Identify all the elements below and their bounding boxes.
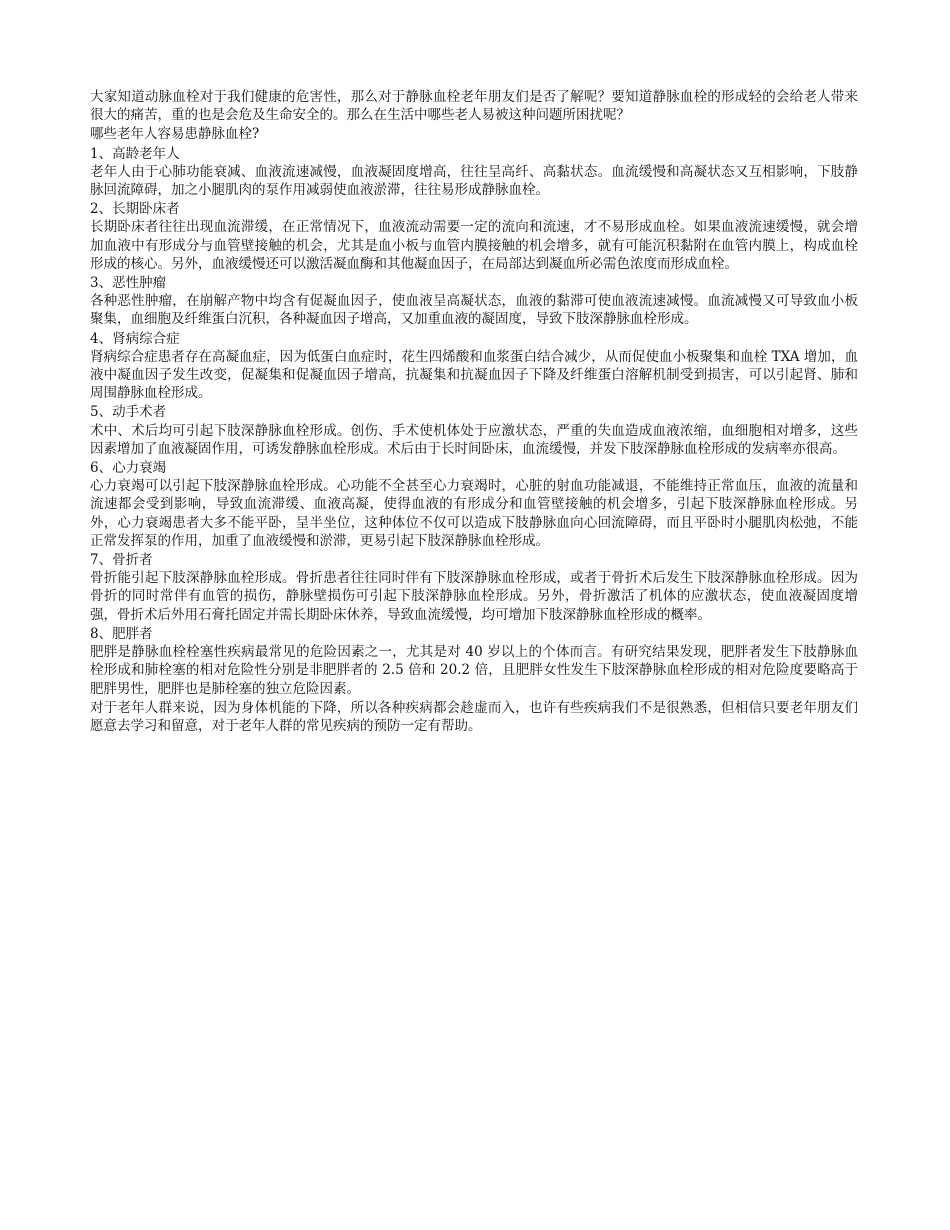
question-line: 哪些老年人容易患静脉血栓? (90, 126, 260, 143)
section-body: 肥胖是静脉血栓栓塞性疾病最常见的危险因素之一，尤其是对 40 岁以上的个体而言。有研究结果发现，肥胖者发生下肢静脉血栓形成和肺栓塞的相对危险性分别是非肥胖者的 2.5 倍和 20.2 倍，且肥胖女性发生下肢深静脉血栓形成的相对危险度要略高于肥胖男性，肥胖也是肺栓塞的独立危险因素。 (90, 644, 858, 697)
section-heading: 5、动手术者 (90, 404, 167, 421)
intro-paragraph: 大家知道动脉血栓对于我们健康的危害性，那么对于静脉血栓老年朋友们是否了解呢？要知道静脉血栓的形成轻的会给老人带来很大的痛苦，重的也是会危及生命安全的。那么在生活中哪些老人易被这种问题所困扰呢？ (90, 89, 858, 124)
section-body: 肾病综合症患者存在高凝血症，因为低蛋白血症时，花生四烯酸和血浆蛋白结合减少，从而促使血小板聚集和血栓 TXA 增加，血液中凝血因子发生改变，促凝集和促凝血因子增高，抗凝集和抗凝血因子下降及纤维蛋白溶解机制受到损害，可以引起肾、肺和周围静脉血栓形成。 (90, 348, 858, 402)
section-heading: 1、高龄老年人 (90, 145, 180, 162)
section-heading: 6、心力衰竭 (90, 460, 167, 477)
section-heading: 2、长期卧床者 (90, 201, 180, 218)
section-heading: 7、骨折者 (90, 552, 153, 569)
conclusion-paragraph: 对于老年人群来说，因为身体机能的下降，所以各种疾病都会趁虚而入，也许有些疾病我们不是很熟悉，但相信只要老年朋友们愿意去学习和留意，对于老年人群的常见疾病的预防一定有帮助。 (90, 699, 858, 734)
section-body: 骨折能引起下肢深静脉血栓形成。骨折患者往往同时伴有下肢深静脉血栓形成，或者于骨折术后发生下肢深静脉血栓形成。因为骨折的同时常伴有血管的损伤，静脉壁损伤可引起下肢深静脉血栓形成。另外，骨折激活了机体的应激状态，使血液凝固度增强，骨折术后外用石膏托固定并需长期卧床休养，导致血流缓慢，均可增加下肢深静脉血栓形成的概率。 (90, 570, 858, 623)
section-body: 各种恶性肿瘤，在崩解产物中均含有促凝血因子，使血液呈高凝状态，血液的黏滞可使血液流速减慢。血流减慢又可导致血小板聚集，血细胞及纤维蛋白沉积，各种凝血因子增高，又加重血液的凝固度，导致下肢深静脉血栓形成。 (90, 293, 858, 328)
section-heading: 3、恶性肿瘤 (90, 275, 167, 292)
section-body: 长期卧床者往往出现血流滞缓，在正常情况下，血液流动需要一定的流向和流速，才不易形成血栓。如果血液流速缓慢，就会增加血液中有形成分与血管壁接触的机会，尤其是血小板与血管内膜接触的机会增多，就有可能沉积黏附在血管内膜上，构成血栓形成的核心。另外，血液缓慢还可以激活凝血酶和其他凝血因子，在局部达到凝血所必需色浓度而形成血栓。 (90, 219, 858, 272)
section-body: 老年人由于心肺功能衰减、血液流速减慢，血液凝固度增高，往往呈高纤、高黏状态。血流缓慢和高凝状态又互相影响，下肢静脉回流障碍，加之小腿肌肉的泵作用减弱使血液淤滞，往往易形成静脉血栓。 (90, 163, 858, 199)
section-heading: 8、肥胖者 (90, 625, 153, 642)
document-body (90, 88, 858, 736)
section-body: 心力衰竭可以引起下肢深静脉血栓形成。心功能不全甚至心力衰竭时，心脏的射血功能减退，不能维持正常血压，血液的流量和流速都会受到影响，导致血流滞缓、血液高凝，使得血液的有形成分和血管壁接触的机会增多，引起下肢深静脉血栓形成。另外，心力衰竭患者大多不能平卧，呈半坐位，这种体位不仅可以造成下肢静脉血向心回流障碍，而且平卧时小腿肌肉松弛，不能正常发挥泵的作用，加重了血液缓慢和淤滞，更易引起下肢深静脉血栓形成。 (90, 478, 858, 549)
section-body: 术中、术后均可引起下肢深静脉血栓形成。创伤、手术使机体处于应激状态，严重的失血造成血液浓缩，血细胞相对增多，这些因素增加了血液凝固作用，可诱发静脉血栓形成。术后由于长时间卧床，血流缓慢，并发下肢深静脉血栓形成的发病率亦很高。 (90, 422, 858, 457)
section-heading: 4、肾病综合症 (90, 330, 180, 347)
